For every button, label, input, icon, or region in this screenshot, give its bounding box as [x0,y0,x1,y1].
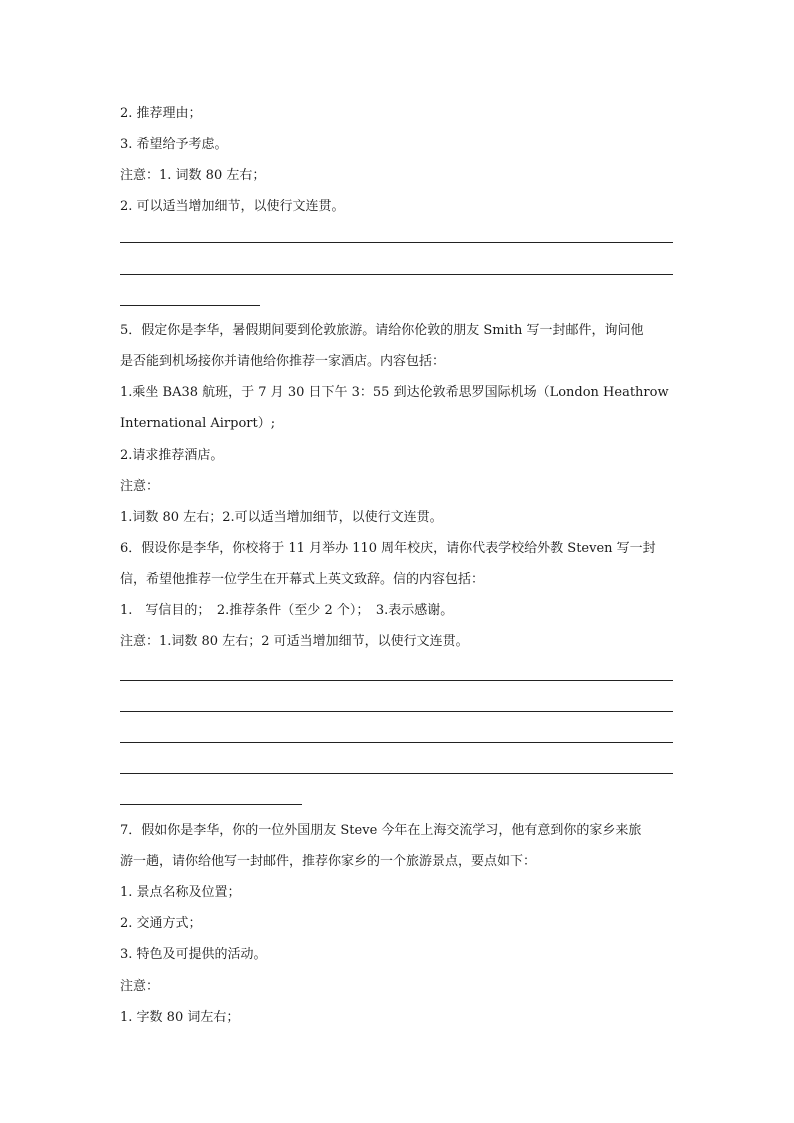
answer-line-short [120,305,260,306]
q5-point-2: 2.请求推荐酒店。 [120,448,224,463]
q7-prompt-line-2: 游一趟，请你给他写一封邮件，推荐你家乡的一个旅游景点，要点如下： [120,854,537,869]
q6-note: 注意：1.词数 80 左右；2 可适当增加细节，以使行文连贯。 [120,634,469,649]
q5-note: 1.词数 80 左右；2.可以适当增加细节，以使行文连贯。 [120,510,443,525]
answer-line [120,242,673,243]
q6-points: 1. 写信目的； 2.推荐条件（至少 2 个）； 3.表示感谢。 [120,603,454,618]
q5-point-1-cont: International Airport）; [120,416,276,431]
q7-point-1: 1. 景点名称及位置； [120,885,241,900]
q7-note-label: 注意： [120,979,160,994]
q4-point-2: 2. 推荐理由； [120,106,202,121]
q7-note-1: 1. 字数 80 词左右； [120,1010,240,1025]
q5-prompt-line-2: 是否能到机场接你并请他给你推荐一家酒店。内容包括： [120,354,446,369]
q5-prompt-line-1: 5．假定你是李华，暑假期间要到伦敦旅游。请给你伦敦的朋友 Smith 写一封邮件，询问他 [120,323,644,338]
answer-line [120,742,673,743]
answer-line [120,274,673,275]
q7-point-2: 2. 交通方式； [120,916,202,931]
q4-note-1: 注意：1. 词数 80 左右； [120,168,266,183]
answer-line [120,680,673,681]
answer-line [120,711,673,712]
q6-prompt-line-2: 信，希望他推荐一位学生在开幕式上英文致辞。信的内容包括： [120,572,485,587]
q7-point-3: 3. 特色及可提供的活动。 [120,947,267,962]
q5-note-label: 注意： [120,479,160,494]
q6-prompt-line-1: 6．假设你是李华，你校将于 11 月举办 110 周年校庆，请你代表学校给外教 Steven 写一封 [120,541,656,556]
q4-point-3: 3. 希望给予考虑。 [120,137,228,152]
q7-prompt-line-1: 7．假如你是李华，你的一位外国朋友 Steve 今年在上海交流学习，他有意到你的家乡来旅 [120,823,642,838]
answer-line [120,773,673,774]
q5-point-1: 1.乘坐 BA38 航班，于 7 月 30 日下午 3：55 到达伦敦希思罗国际机场（London Heathrow [120,385,669,400]
answer-line-short [120,804,302,805]
q4-note-2: 2. 可以适当增加细节，以使行文连贯。 [120,199,345,214]
